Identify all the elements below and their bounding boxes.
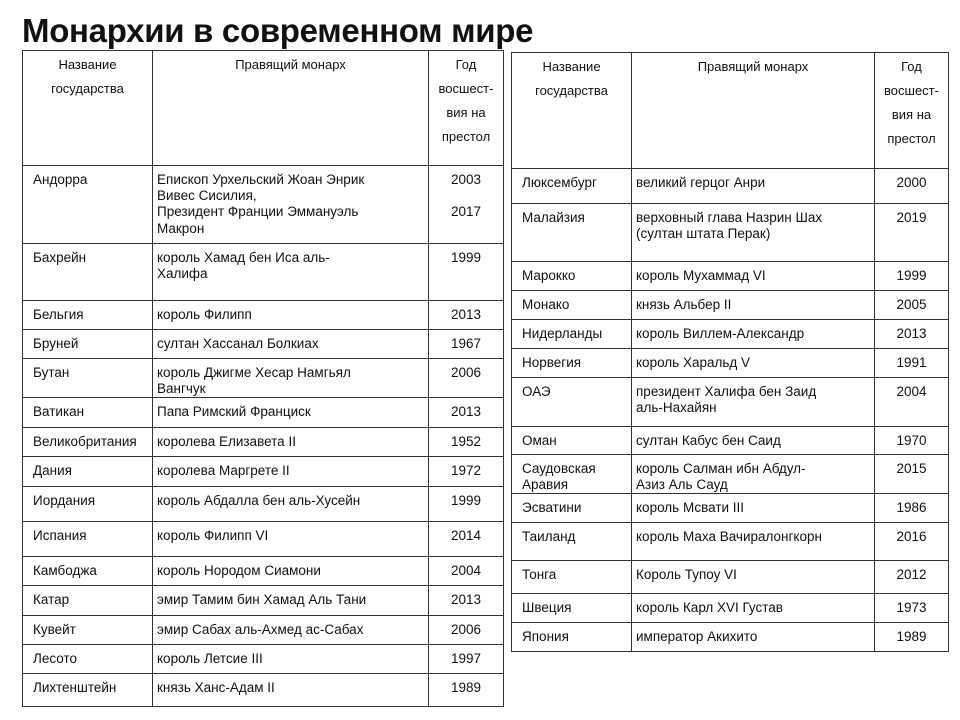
- year-cell: 2013: [450, 404, 482, 420]
- year-cell: 2003 2017: [450, 172, 482, 220]
- table-row: [512, 378, 949, 427]
- monarch-cell: король Филипп VI: [153, 522, 429, 557]
- country-cell: Эсватини: [512, 494, 632, 523]
- monarch-cell: король Летсие III: [153, 645, 429, 674]
- country-cell: Люксембург: [512, 169, 632, 204]
- monarch-cell: султан Кабус бен Саид: [632, 427, 875, 455]
- year-cell-container: [875, 291, 949, 320]
- country-cell: Лесото: [23, 645, 153, 674]
- monarch-cell: король Нородом Сиамони: [153, 557, 429, 586]
- table-row: [23, 244, 504, 301]
- page-title: Монархии в современном мире: [22, 12, 534, 49]
- monarchies-table-right: [511, 52, 949, 652]
- year-cell-container: [875, 320, 949, 349]
- table-row: [23, 428, 504, 457]
- year-cell: 2012: [896, 567, 927, 583]
- monarch-cell: король Виллем-Александр: [632, 320, 875, 349]
- monarch-cell: король Салман ибн Абдул- Азиз Аль Сауд: [632, 455, 875, 494]
- table-row: [512, 623, 949, 652]
- table-row: [512, 262, 949, 291]
- table-row: [23, 166, 504, 244]
- year-cell: 2004: [450, 563, 482, 579]
- country-cell: ОАЭ: [512, 378, 632, 427]
- monarch-cell: король Маха Вачиралонгкорн: [632, 523, 875, 561]
- header-monarch: Правящий монарх: [153, 51, 429, 166]
- table-row: [512, 169, 949, 204]
- monarch-cell: король Харальд V: [632, 349, 875, 378]
- year-cell: 2006: [450, 365, 482, 380]
- monarch-cell: король Мухаммад VI: [632, 262, 875, 291]
- year-cell: 2014: [450, 528, 482, 544]
- country-cell: Норвегия: [512, 349, 632, 378]
- year-cell-container: [875, 349, 949, 378]
- country-cell: Малайзия: [512, 204, 632, 262]
- year-cell-container: [875, 623, 949, 652]
- year-cell-container: [429, 457, 504, 487]
- monarch-cell: император Акихито: [632, 623, 875, 652]
- year-cell: 1986: [896, 500, 927, 516]
- year-cell-container: [875, 204, 949, 262]
- year-cell: 2015: [896, 461, 927, 476]
- year-cell-container: [875, 262, 949, 291]
- monarch-cell: король Джигме Хесар Намгьял Вангчук: [153, 359, 429, 398]
- table-row: [23, 457, 504, 487]
- table-row: [23, 616, 504, 645]
- year-cell-container: [875, 378, 949, 427]
- year-cell-container: [429, 359, 504, 398]
- year-cell: 2013: [450, 307, 482, 322]
- monarch-cell: эмир Сабах аль-Ахмед ас-Сабах: [153, 616, 429, 645]
- monarch-cell: султан Хассанал Болкиах: [153, 330, 429, 359]
- header-year: Год восшест- вия на престол: [429, 51, 504, 166]
- year-cell: 1970: [896, 433, 927, 448]
- table-row: [23, 398, 504, 428]
- year-cell-container: [875, 561, 949, 594]
- year-cell-container: [875, 427, 949, 455]
- year-cell-container: [429, 522, 504, 557]
- year-cell: 2013: [450, 592, 482, 608]
- year-cell-container: [429, 244, 504, 301]
- country-cell: Нидерланды: [512, 320, 632, 349]
- country-cell: Марокко: [512, 262, 632, 291]
- year-cell-container: [875, 494, 949, 523]
- year-cell: 2004: [896, 384, 927, 399]
- year-cell-container: [429, 428, 504, 457]
- table-row: [512, 320, 949, 349]
- year-cell: 1991: [896, 355, 927, 370]
- table-header-row: [512, 53, 949, 169]
- header-country: Название государства: [23, 51, 153, 166]
- year-cell-container: [429, 398, 504, 428]
- year-cell: 1999: [450, 493, 482, 509]
- country-cell: Таиланд: [512, 523, 632, 561]
- monarch-cell: король Абдалла бен аль-Хусейн: [153, 487, 429, 522]
- year-cell-container: [429, 330, 504, 359]
- country-cell: Бельгия: [23, 301, 153, 330]
- table-row: [23, 645, 504, 674]
- monarch-cell: королева Маргрете II: [153, 457, 429, 487]
- header-year: Год восшест- вия на престол: [875, 53, 949, 169]
- monarch-cell: королева Елизавета II: [153, 428, 429, 457]
- table-row: [23, 557, 504, 586]
- year-cell-container: [429, 586, 504, 616]
- monarch-cell: король Филипп: [153, 301, 429, 330]
- year-cell: 1972: [450, 463, 482, 479]
- year-cell-container: [429, 301, 504, 330]
- table-row: [512, 427, 949, 455]
- year-cell-container: [429, 645, 504, 674]
- monarch-cell: великий герцог Анри: [632, 169, 875, 204]
- country-cell: Иордания: [23, 487, 153, 522]
- country-cell: Монако: [512, 291, 632, 320]
- year-cell: 2006: [450, 622, 482, 638]
- monarch-cell: Король Тупоу VI: [632, 561, 875, 594]
- year-cell: 1999: [450, 250, 482, 265]
- header-monarch: Правящий монарх: [632, 53, 875, 169]
- year-cell: 1952: [450, 434, 482, 450]
- country-cell: Дания: [23, 457, 153, 487]
- country-cell: Оман: [512, 427, 632, 455]
- country-cell: Ватикан: [23, 398, 153, 428]
- table-row: [23, 487, 504, 522]
- monarchies-table-left: [22, 50, 504, 707]
- monarch-cell: Епископ Урхельский Жоан Энрик Вивес Сисилия, Президент Франции Эммануэль Макрон: [153, 166, 429, 244]
- country-cell: Испания: [23, 522, 153, 557]
- table-row: [23, 330, 504, 359]
- table-row: [512, 204, 949, 262]
- monarch-cell: князь Ханс-Адам II: [153, 674, 429, 707]
- year-cell-container: [875, 455, 949, 494]
- table-row: [512, 594, 949, 623]
- year-cell-container: [429, 616, 504, 645]
- table-row: [512, 349, 949, 378]
- monarch-cell: король Карл XVI Густав: [632, 594, 875, 623]
- year-cell: 1989: [450, 680, 482, 696]
- monarch-cell: Папа Римский Франциск: [153, 398, 429, 428]
- year-cell: 2005: [896, 297, 927, 312]
- country-cell: Андорра: [23, 166, 153, 244]
- year-cell-container: [429, 487, 504, 522]
- year-cell: 1967: [450, 336, 482, 351]
- country-cell: Тонга: [512, 561, 632, 594]
- table-row: [23, 522, 504, 557]
- header-country: Название государства: [512, 53, 632, 169]
- year-cell-container: [429, 166, 504, 244]
- table-row: [512, 455, 949, 494]
- year-cell: 2013: [896, 326, 927, 341]
- table-row: [23, 674, 504, 707]
- year-cell: 1997: [450, 651, 482, 667]
- monarch-cell: король Хамад бен Иса аль- Халифа: [153, 244, 429, 301]
- year-cell: 1989: [896, 629, 927, 645]
- country-cell: Саудовская Аравия: [512, 455, 632, 494]
- table-row: [23, 586, 504, 616]
- monarch-cell: князь Альбер II: [632, 291, 875, 320]
- country-cell: Катар: [23, 586, 153, 616]
- country-cell: Великобритания: [23, 428, 153, 457]
- country-cell: Камбоджа: [23, 557, 153, 586]
- table-row: [512, 291, 949, 320]
- country-cell: Лихтенштейн: [23, 674, 153, 707]
- table-row: [512, 494, 949, 523]
- year-cell-container: [875, 594, 949, 623]
- table-row: [512, 523, 949, 561]
- year-cell: 1999: [896, 268, 927, 283]
- monarch-cell: эмир Тамим бин Хамад Аль Тани: [153, 586, 429, 616]
- year-cell-container: [875, 169, 949, 204]
- year-cell-container: [429, 674, 504, 707]
- country-cell: Бутан: [23, 359, 153, 398]
- monarch-cell: верховный глава Назрин Шах (султан штата Перак): [632, 204, 875, 262]
- year-cell: 2000: [896, 175, 927, 190]
- monarch-cell: президент Халифа бен Заид аль-Нахайян: [632, 378, 875, 427]
- country-cell: Швеция: [512, 594, 632, 623]
- year-cell-container: [429, 557, 504, 586]
- table-row: [23, 359, 504, 398]
- monarch-cell: король Мсвати III: [632, 494, 875, 523]
- year-cell: 2019: [896, 210, 927, 225]
- table-header-row: [23, 51, 504, 166]
- year-cell: 1973: [896, 600, 927, 616]
- country-cell: Бруней: [23, 330, 153, 359]
- table-row: [512, 561, 949, 594]
- year-cell-container: [875, 523, 949, 561]
- table-row: [23, 301, 504, 330]
- country-cell: Япония: [512, 623, 632, 652]
- country-cell: Бахрейн: [23, 244, 153, 301]
- year-cell: 2016: [896, 529, 927, 545]
- country-cell: Кувейт: [23, 616, 153, 645]
